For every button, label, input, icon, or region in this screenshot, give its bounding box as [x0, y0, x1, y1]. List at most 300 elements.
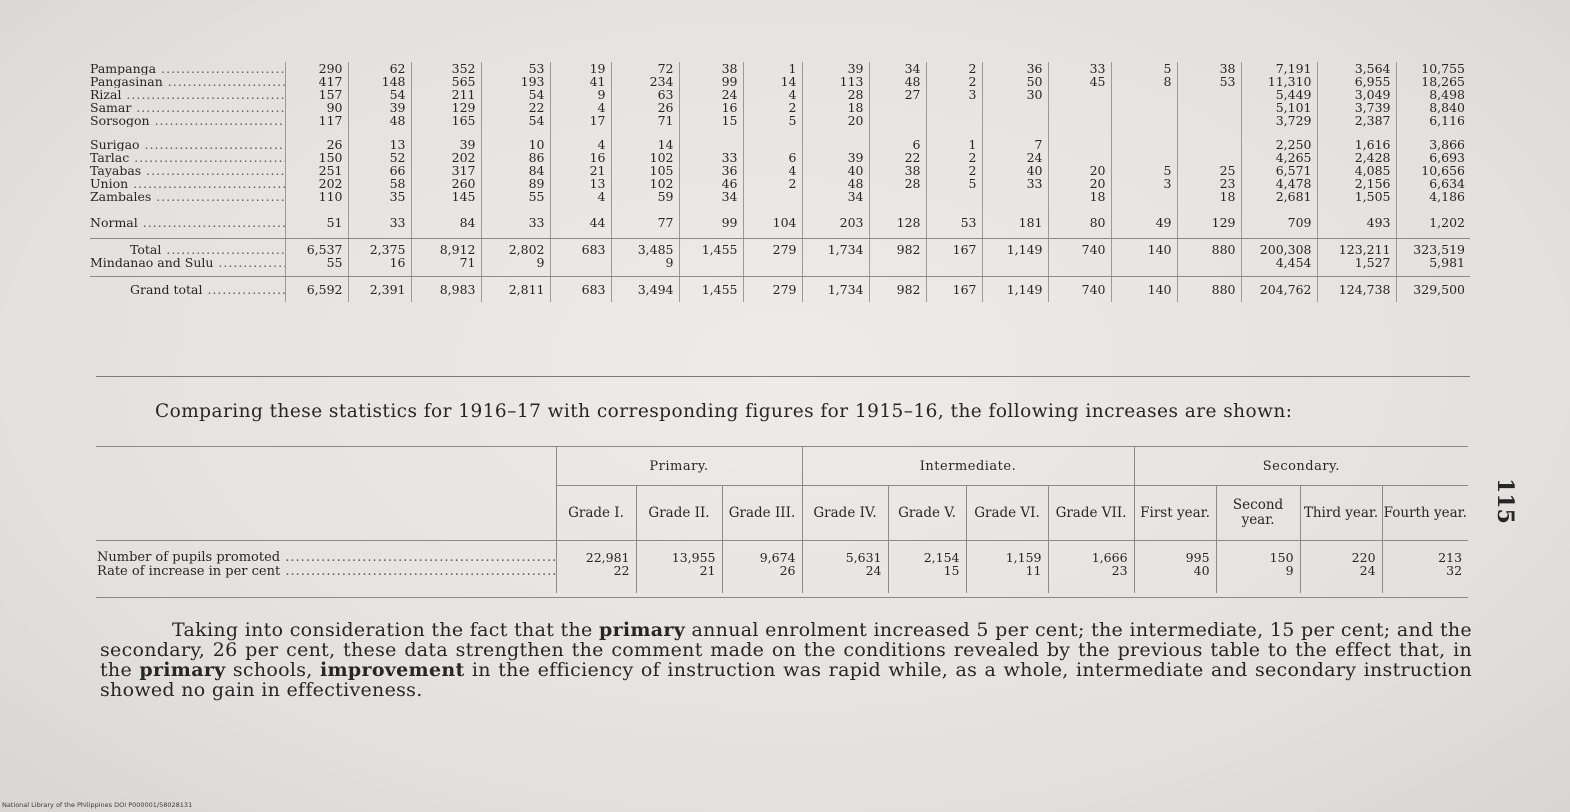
spacer-cell — [1396, 231, 1470, 239]
table-cell: 41 — [550, 75, 611, 88]
table-cell: 6,592 — [285, 277, 348, 303]
table-row — [90, 177, 1470, 190]
increase-value-cell — [1300, 541, 1382, 594]
spacer-cell — [550, 231, 611, 239]
table-cell: 45 — [1048, 75, 1111, 88]
table-cell: 13 — [550, 177, 611, 190]
table-cell: 129 — [1177, 214, 1241, 231]
spacer-cell — [1396, 269, 1470, 277]
table-cell: 18 — [802, 101, 869, 114]
table-cell: 52 — [348, 151, 411, 164]
table-cell: 18,265 — [1396, 75, 1470, 88]
grade-header: Grade IV. — [802, 486, 888, 541]
row-name: Normal ..... — [90, 214, 285, 231]
table-cell: 110 — [285, 190, 348, 203]
table-cell: 3 — [926, 88, 982, 101]
grade-header: Fourth year. — [1382, 486, 1468, 541]
rate-value: 24 — [865, 563, 882, 578]
blank-header-cell — [96, 447, 556, 486]
spacer-cell — [1317, 203, 1396, 214]
table-cell: 8,840 — [1396, 101, 1470, 114]
table-cell: 200,308 — [1241, 239, 1317, 257]
spacer-cell — [90, 203, 285, 214]
table-cell: 7 — [982, 138, 1048, 151]
table-cell: 683 — [550, 239, 611, 257]
promoted-value: 213 — [1438, 550, 1463, 565]
table-cell: 15 — [679, 114, 743, 127]
spacer-cell — [1177, 127, 1241, 138]
spacer-cell — [869, 269, 926, 277]
spacer-cell — [285, 203, 348, 214]
table-cell: 4,478 — [1241, 177, 1317, 190]
table-cell: 99 — [679, 214, 743, 231]
table-cell: 140 — [1111, 239, 1177, 257]
table-cell: 2 — [926, 164, 982, 177]
table-cell: 4 — [550, 138, 611, 151]
promoted-value: 5,631 — [845, 550, 882, 565]
spacer-cell — [802, 269, 869, 277]
table-cell: 20 — [1048, 177, 1111, 190]
table-cell: 8,983 — [411, 277, 481, 303]
promoted-value: 220 — [1351, 550, 1376, 565]
table-row — [90, 101, 1470, 114]
table-cell: 5 — [1111, 62, 1177, 75]
table-cell: 46 — [679, 177, 743, 190]
increase-value-cell — [888, 541, 966, 594]
table-cell: 5 — [743, 114, 802, 127]
table-cell: 33 — [348, 214, 411, 231]
table-cell: 279 — [743, 277, 802, 303]
table-cell: 140 — [1111, 277, 1177, 303]
table-cell: 2,428 — [1317, 151, 1396, 164]
table-cell: 128 — [869, 214, 926, 231]
table-cell: 2,391 — [348, 277, 411, 303]
table-cell: 2,681 — [1241, 190, 1317, 203]
spacer-cell — [90, 127, 285, 138]
row-name: Tarlac ..... — [90, 151, 285, 164]
table-cell: 2 — [926, 75, 982, 88]
table-cell: 34 — [679, 190, 743, 203]
table-row — [90, 114, 1470, 127]
table-cell: 16 — [679, 101, 743, 114]
row-name: Mindanao and Sulu ..... — [90, 256, 285, 269]
table-cell: 317 — [411, 164, 481, 177]
rate-value: 24 — [1359, 563, 1376, 578]
rate-value: 21 — [699, 563, 716, 578]
table-cell: 38 — [869, 164, 926, 177]
increase-value-cell — [1134, 541, 1216, 594]
table-cell — [1111, 88, 1177, 101]
spacer-cell — [1177, 203, 1241, 214]
table-cell: 3,049 — [1317, 88, 1396, 101]
table-row — [90, 138, 1470, 151]
archive-footer: National Library of the Philippines DOI P000001/58028131 — [2, 801, 193, 809]
table-cell: 1 — [743, 62, 802, 75]
promoted-value: 995 — [1185, 550, 1210, 565]
table-cell — [982, 101, 1048, 114]
table-cell: 35 — [348, 190, 411, 203]
table-cell: 1,149 — [982, 277, 1048, 303]
table-cell: 4,186 — [1396, 190, 1470, 203]
spacer-cell — [679, 127, 743, 138]
table-cell: 39 — [802, 62, 869, 75]
table-cell: 2,802 — [481, 239, 550, 257]
table-cell: 1,734 — [802, 277, 869, 303]
grade-header: Third year. — [1300, 486, 1382, 541]
table-cell: 50 — [982, 75, 1048, 88]
table-cell: 54 — [481, 88, 550, 101]
table-cell: 36 — [982, 62, 1048, 75]
promoted-value: 1,159 — [1005, 550, 1042, 565]
table-cell: 53 — [481, 62, 550, 75]
increase-value-cell — [1048, 541, 1134, 594]
table-cell — [1111, 256, 1177, 269]
table-cell: 55 — [481, 190, 550, 203]
table-cell: 2 — [743, 101, 802, 114]
spacer-cell — [1317, 231, 1396, 239]
table-cell: 27 — [869, 88, 926, 101]
table-cell: 86 — [481, 151, 550, 164]
table-cell — [982, 256, 1048, 269]
spacer-cell — [611, 269, 679, 277]
table-row — [90, 88, 1470, 101]
grade-header: Second year. — [1216, 486, 1300, 541]
table-cell: 59 — [611, 190, 679, 203]
table-cell: 8,498 — [1396, 88, 1470, 101]
table-cell — [869, 256, 926, 269]
table-cell: 124,738 — [1317, 277, 1396, 303]
table-cell: 329,500 — [1396, 277, 1470, 303]
increase-value-cell — [966, 541, 1048, 594]
spacer-cell — [1396, 203, 1470, 214]
table-cell: 39 — [802, 151, 869, 164]
table-cell: 104 — [743, 214, 802, 231]
table-cell: 6,693 — [1396, 151, 1470, 164]
table-cell: 18 — [1048, 190, 1111, 203]
table-cell: 6,634 — [1396, 177, 1470, 190]
table-cell: 3 — [1111, 177, 1177, 190]
table-bottom-rule — [96, 376, 1470, 377]
promoted-value: 22,981 — [585, 550, 630, 565]
spacer-cell — [1111, 127, 1177, 138]
table-cell — [1177, 256, 1241, 269]
table-cell: 89 — [481, 177, 550, 190]
spacer-cell — [802, 127, 869, 138]
primary-group-header: Primary. — [556, 447, 802, 486]
table-cell: 40 — [982, 164, 1048, 177]
row-name: Surigao ..... — [90, 138, 285, 151]
table-cell: 3,494 — [611, 277, 679, 303]
spacer-cell — [802, 203, 869, 214]
table-cell: 8,912 — [411, 239, 481, 257]
table-cell: 6,116 — [1396, 114, 1470, 127]
row-name: Tayabas ..... — [90, 164, 285, 177]
table-cell: 4 — [550, 190, 611, 203]
table-cell: 38 — [679, 62, 743, 75]
table-cell: 10,755 — [1396, 62, 1470, 75]
table-cell: 352 — [411, 62, 481, 75]
table-cell: 3,739 — [1317, 101, 1396, 114]
table-cell: 84 — [481, 164, 550, 177]
spacer-cell — [926, 269, 982, 277]
table-row — [90, 151, 1470, 164]
table-cell: 740 — [1048, 239, 1111, 257]
spacer-row — [90, 127, 1470, 138]
table-cell: 72 — [611, 62, 679, 75]
grade-header: Grade I. — [556, 486, 636, 541]
table-cell: 6 — [869, 138, 926, 151]
spacer-cell — [802, 231, 869, 239]
table-cell: 113 — [802, 75, 869, 88]
increase-value-cell — [636, 541, 722, 594]
table-cell: 53 — [926, 214, 982, 231]
table-cell: 5,981 — [1396, 256, 1470, 269]
table-row — [90, 62, 1470, 75]
row-name: Grand total ..... — [90, 277, 285, 303]
table-cell: 33 — [982, 177, 1048, 190]
table-cell — [869, 101, 926, 114]
spacer-cell — [90, 231, 285, 239]
table-cell: 14 — [743, 75, 802, 88]
table-cell: 36 — [679, 164, 743, 177]
table-cell: 77 — [611, 214, 679, 231]
table-cell: 1,455 — [679, 277, 743, 303]
increase-value-cell — [556, 541, 636, 594]
spacer-cell — [869, 203, 926, 214]
grade-header: Grade VI. — [966, 486, 1048, 541]
table-cell — [743, 190, 802, 203]
spacer-cell — [1111, 231, 1177, 239]
spacer-cell — [679, 231, 743, 239]
spacer-cell — [481, 203, 550, 214]
page-number: 115 — [1492, 478, 1518, 524]
rate-value: 22 — [613, 563, 630, 578]
table-cell: 84 — [411, 214, 481, 231]
table-cell: 2,250 — [1241, 138, 1317, 151]
spacer-cell — [90, 269, 285, 277]
rule-row — [90, 269, 1470, 277]
table-cell: 33 — [481, 214, 550, 231]
table-cell: 740 — [1048, 277, 1111, 303]
table-cell — [1111, 190, 1177, 203]
table-cell: 493 — [1317, 214, 1396, 231]
rate-value: 9 — [1285, 563, 1294, 578]
table-cell: 2,811 — [481, 277, 550, 303]
table-cell: 39 — [411, 138, 481, 151]
table-row — [90, 214, 1470, 231]
table-cell: 1,505 — [1317, 190, 1396, 203]
spacer-cell — [982, 269, 1048, 277]
increases-bottom-rule — [96, 597, 1468, 598]
table-cell: 565 — [411, 75, 481, 88]
table-cell — [926, 114, 982, 127]
promoted-value: 150 — [1269, 550, 1294, 565]
table-cell: 5 — [1111, 164, 1177, 177]
spacer-cell — [348, 269, 411, 277]
table-cell — [550, 256, 611, 269]
row-label-rate: Rate of increase in per cent ..... — [97, 565, 555, 579]
table-cell: 90 — [285, 101, 348, 114]
table-cell: 71 — [611, 114, 679, 127]
table-cell: 44 — [550, 214, 611, 231]
table-cell: 11,310 — [1241, 75, 1317, 88]
spacer-cell — [1177, 269, 1241, 277]
table-cell — [926, 256, 982, 269]
table-cell: 4,265 — [1241, 151, 1317, 164]
table-cell: 13 — [348, 138, 411, 151]
table-cell: 203 — [802, 214, 869, 231]
spacer-cell — [1048, 127, 1111, 138]
spacer-cell — [926, 203, 982, 214]
table-cell: 4,085 — [1317, 164, 1396, 177]
table-cell: 129 — [411, 101, 481, 114]
table-cell — [802, 256, 869, 269]
increases-table-wrapper — [96, 446, 1468, 598]
table-cell — [1048, 138, 1111, 151]
rule-row — [90, 231, 1470, 239]
spacer-cell — [679, 269, 743, 277]
table-cell: 3,564 — [1317, 62, 1396, 75]
table-cell: 24 — [679, 88, 743, 101]
comparison-sentence: Comparing these statistics for 1916–17 with corresponding figures for 1915–16, the following increases are shown: — [155, 401, 1293, 422]
table-cell — [1177, 114, 1241, 127]
table-cell: 6,571 — [1241, 164, 1317, 177]
table-cell: 1,455 — [679, 239, 743, 257]
table-cell: 4 — [743, 88, 802, 101]
table-cell — [1048, 256, 1111, 269]
table-cell — [679, 256, 743, 269]
table-cell: 63 — [611, 88, 679, 101]
secondary-group-header: Secondary. — [1134, 447, 1468, 486]
spacer-cell — [285, 269, 348, 277]
table-cell: 290 — [285, 62, 348, 75]
table-cell: 14 — [611, 138, 679, 151]
spacer-cell — [481, 269, 550, 277]
spacer-cell — [982, 203, 1048, 214]
table-cell: 54 — [481, 114, 550, 127]
table-cell: 4 — [550, 101, 611, 114]
province-statistics-body — [90, 62, 1470, 302]
table-cell: 54 — [348, 88, 411, 101]
table-cell: 880 — [1177, 239, 1241, 257]
table-cell: 9 — [611, 256, 679, 269]
table-cell: 4,454 — [1241, 256, 1317, 269]
spacer-row — [90, 203, 1470, 214]
spacer-cell — [550, 269, 611, 277]
spacer-cell — [550, 203, 611, 214]
table-cell: 17 — [550, 114, 611, 127]
table-cell: 55 — [285, 256, 348, 269]
table-cell: 117 — [285, 114, 348, 127]
table-cell: 150 — [285, 151, 348, 164]
table-cell: 26 — [611, 101, 679, 114]
table-cell: 3,485 — [611, 239, 679, 257]
table-cell: 21 — [550, 164, 611, 177]
promoted-value: 13,955 — [671, 550, 716, 565]
table-cell — [926, 101, 982, 114]
table-cell: 251 — [285, 164, 348, 177]
row-labels-cell — [96, 541, 556, 594]
province-statistics-table — [90, 62, 1470, 302]
table-cell: 202 — [411, 151, 481, 164]
increases-table — [96, 447, 1468, 593]
table-cell: 6,537 — [285, 239, 348, 257]
table-cell: 683 — [550, 277, 611, 303]
table-cell: 5 — [926, 177, 982, 190]
table-cell: 9 — [481, 256, 550, 269]
table-cell: 1 — [926, 138, 982, 151]
table-cell — [869, 190, 926, 203]
table-cell: 167 — [926, 239, 982, 257]
table-cell: 417 — [285, 75, 348, 88]
spacer-cell — [743, 231, 802, 239]
promoted-value: 2,154 — [923, 550, 960, 565]
table-cell: 323,519 — [1396, 239, 1470, 257]
table-cell: 48 — [869, 75, 926, 88]
spacer-cell — [926, 231, 982, 239]
table-cell: 49 — [1111, 214, 1177, 231]
spacer-cell — [481, 231, 550, 239]
table-cell: 234 — [611, 75, 679, 88]
spacer-cell — [1241, 231, 1317, 239]
table-cell: 102 — [611, 177, 679, 190]
table-cell: 53 — [1177, 75, 1241, 88]
table-cell: 33 — [1048, 62, 1111, 75]
table-cell: 19 — [550, 62, 611, 75]
table-cell — [926, 190, 982, 203]
table-cell — [982, 190, 1048, 203]
table-cell: 105 — [611, 164, 679, 177]
table-cell: 28 — [869, 177, 926, 190]
table-cell: 48 — [348, 114, 411, 127]
row-name: Samar ..... — [90, 101, 285, 114]
group-header-row — [96, 447, 1468, 486]
table-row — [90, 277, 1470, 303]
table-cell: 880 — [1177, 277, 1241, 303]
table-cell: 3,866 — [1396, 138, 1470, 151]
table-cell — [1048, 114, 1111, 127]
table-cell: 148 — [348, 75, 411, 88]
increase-value-cell — [802, 541, 888, 594]
table-cell: 982 — [869, 277, 926, 303]
spacer-cell — [679, 203, 743, 214]
spacer-cell — [1048, 203, 1111, 214]
table-cell: 279 — [743, 239, 802, 257]
table-cell: 23 — [1177, 177, 1241, 190]
grade-header: Grade III. — [722, 486, 802, 541]
table-cell: 51 — [285, 214, 348, 231]
table-cell: 40 — [802, 164, 869, 177]
table-cell — [1111, 101, 1177, 114]
table-cell: 8 — [1111, 75, 1177, 88]
spacer-cell — [411, 231, 481, 239]
spacer-cell — [1241, 203, 1317, 214]
table-cell: 5,449 — [1241, 88, 1317, 101]
grade-header: Grade V. — [888, 486, 966, 541]
table-cell: 7,191 — [1241, 62, 1317, 75]
spacer-cell — [1317, 269, 1396, 277]
spacer-cell — [1241, 269, 1317, 277]
table-cell: 24 — [982, 151, 1048, 164]
table-cell: 1,734 — [802, 239, 869, 257]
rate-value: 32 — [1446, 563, 1463, 578]
table-cell: 30 — [982, 88, 1048, 101]
row-name: Union ..... — [90, 177, 285, 190]
increase-value-cell — [722, 541, 802, 594]
table-cell: 1,527 — [1317, 256, 1396, 269]
increases-data-row — [96, 541, 1468, 594]
table-cell: 25 — [1177, 164, 1241, 177]
